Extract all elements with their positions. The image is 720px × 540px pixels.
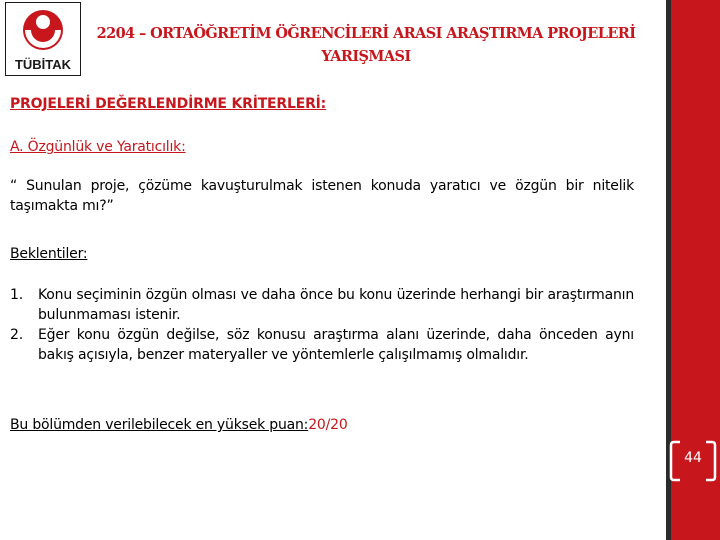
list-item	[10, 285, 634, 325]
page-title: 2204 – ORTAÖĞRETİM ÖĞRENCİLERİ ARASI ARAŞTIRMA PROJELERİ YARIŞMASI	[96, 25, 636, 65]
expectations-label: Beklentiler:	[10, 246, 88, 262]
criterion-question: “ Sunulan proje, çözüme kavuşturulmak istenen konuda yaratıcı ve özgün bir nitelik taşımakta mı?”	[10, 178, 634, 214]
list-item-text: Konu seçiminin özgün olması ve daha önce bu konu üzerinde herhangi bir araştırmanın bulunmaması istenir.	[38, 287, 634, 323]
tubitak-logo	[5, 2, 81, 76]
score-value: 20/20	[308, 417, 348, 433]
list-item-number: 2.	[10, 327, 23, 343]
expectations-list	[10, 285, 634, 365]
logo-text: TÜBİTAK	[14, 57, 72, 72]
section-title: PROJELERİ DEĞERLENDİRME KRİTERLERİ:	[10, 96, 327, 112]
criterion-title: A. Özgünlük ve Yaratıcılık:	[10, 139, 186, 155]
list-item-number: 1.	[10, 287, 23, 303]
score-line	[10, 415, 348, 435]
page-number: 44	[684, 450, 702, 466]
list-item	[10, 325, 634, 365]
score-label: Bu bölümden verilebilecek en yüksek puan:	[10, 417, 309, 433]
list-item-text: Eğer konu özgün değilse, söz konusu araştırma alanı üzerinde, daha önceden aynı bakış açısıyla, benzer materyaller ve yöntemlerle çalışılmamış olmalıdır.	[38, 327, 634, 363]
